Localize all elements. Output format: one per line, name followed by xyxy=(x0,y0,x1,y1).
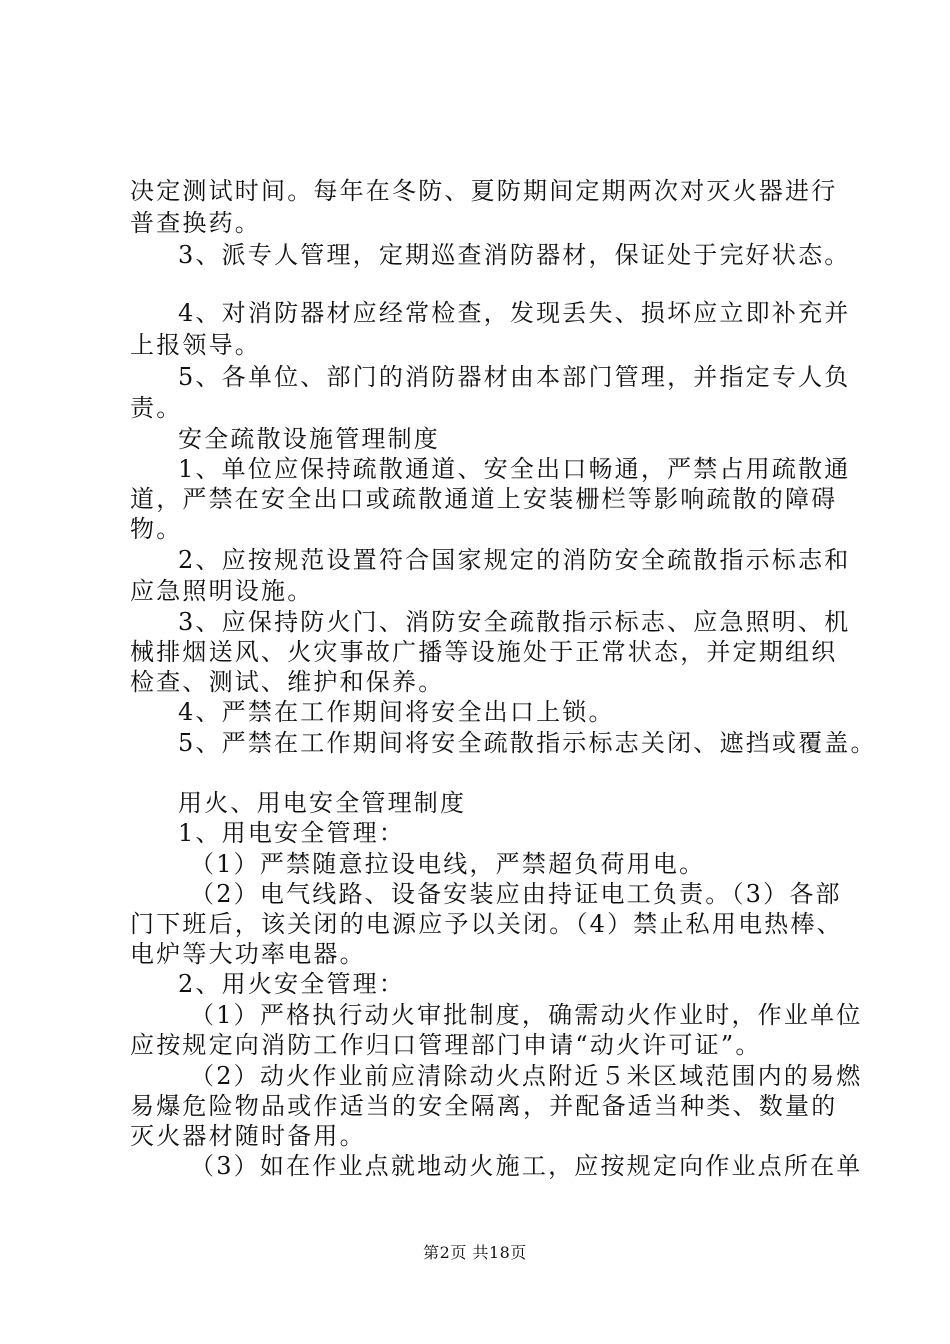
paragraph-line: 械排烟送风、火灾事故广播等设施处于正常状态，并定期组织 xyxy=(130,638,838,666)
paragraph-line: 电炉等大功率电器。 xyxy=(130,940,366,968)
paragraph-line: 4、严禁在工作期间将安全出口上锁。 xyxy=(178,698,615,726)
paragraph-line: 门下班后，该关闭的电源应予以关闭。（4）禁止私用电热棒、 xyxy=(130,910,843,938)
paragraph-line: 5、严禁在工作期间将安全疏散指示标志关闭、遮挡或覆盖。 xyxy=(178,729,877,757)
paragraph-line: 2、应按规范设置符合国家规定的消防安全疏散指示标志和 xyxy=(178,546,851,574)
paragraph-line: 普查换药。 xyxy=(130,209,261,237)
paragraph-line: 1、用电安全管理： xyxy=(178,819,406,847)
paragraph-line: 物。 xyxy=(130,515,183,543)
paragraph-line: 3、应保持防火门、消防安全疏散指示标志、应急照明、机 xyxy=(178,608,851,636)
paragraph-line: 责。 xyxy=(130,394,183,422)
section-heading: 用火、用电安全管理制度 xyxy=(178,789,467,817)
paragraph-line: 应急照明设施。 xyxy=(130,577,314,605)
paragraph-line: 决定测试时间。每年在冬防、夏防期间定期两次对灭火器进行 xyxy=(130,177,838,205)
paragraph-line: 5、各单位、部门的消防器材由本部门管理，并指定专人负 xyxy=(178,363,851,391)
paragraph-line: （2）电气线路、设备安装应由持证电工负责。（3）各部 xyxy=(190,880,842,908)
section-heading: 安全疏散设施管理制度 xyxy=(178,425,440,453)
paragraph-line: （1）严格执行动火审批制度，确需动火作业时，作业单位 xyxy=(190,1001,863,1029)
paragraph-line: 4、对消防器材应经常检查，发现丢失、损坏应立即补充并 xyxy=(178,299,851,327)
paragraph-line: 上报领导。 xyxy=(130,331,261,359)
paragraph-line: 1、单位应保持疏散通道、安全出口畅通，严禁占用疏散通 xyxy=(178,455,851,483)
paragraph-line: 应按规定向消防工作归口管理部门申请“动火许可证”。 xyxy=(130,1031,762,1059)
paragraph-line: 道，严禁在安全出口或疏散通道上安装栅栏等影响疏散的障碍 xyxy=(130,485,838,513)
paragraph-line: （1）严禁随意拉设电线，严禁超负荷用电。 xyxy=(190,850,706,878)
paragraph-line: 灭火器材随时备用。 xyxy=(130,1122,366,1150)
paragraph-line: 易爆危险物品或作适当的安全隔离，并配备适当种类、数量的 xyxy=(130,1092,838,1120)
paragraph-line: 2、用火安全管理： xyxy=(178,970,406,998)
paragraph-line: （3）如在作业点就地动火施工，应按规定向作业点所在单 xyxy=(190,1152,863,1180)
page-footer: 第2页 共18页 xyxy=(423,1243,527,1262)
paragraph-line: 3、派专人管理，定期巡查消防器材，保证处于完好状态。 xyxy=(178,241,851,269)
paragraph-line: （2）动火作业前应清除动火点附近５米区域范围内的易燃 xyxy=(190,1062,863,1090)
paragraph-line: 检查、测试、维护和保养。 xyxy=(130,668,445,696)
